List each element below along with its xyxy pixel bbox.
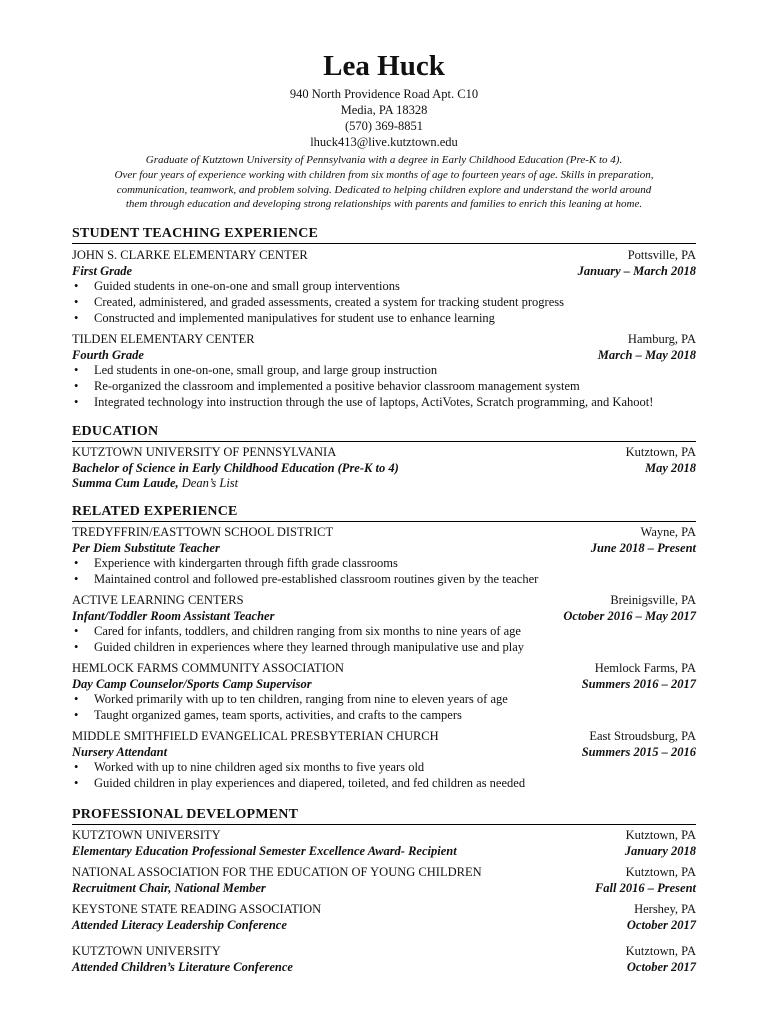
location: Hemlock Farms, PA <box>594 661 696 675</box>
dates: October 2017 <box>626 959 696 974</box>
summary-line: them through education and developing strong relationships with parents and families to enrich this leaning at home. <box>125 198 643 211</box>
summary-paragraph <box>60 153 708 212</box>
role-title: Fourth Grade <box>72 347 144 362</box>
section-title: EDUCATION <box>72 424 696 442</box>
location: Kutztown, PA <box>625 445 696 459</box>
bullet-item: • Worked with up to nine children aged six months to five years old <box>72 760 696 776</box>
bullet-item: • Guided children in experiences where they learned through manipulative use and play <box>72 640 696 656</box>
bullet-list <box>72 760 696 792</box>
dates: October 2016 – May 2017 <box>563 608 696 623</box>
location: Wayne, PA <box>640 525 696 539</box>
development-entry <box>72 828 696 859</box>
org-name: HEMLOCK FARMS COMMUNITY ASSOCIATION <box>72 661 344 675</box>
dates: Summers 2015 – 2016 <box>581 744 696 759</box>
org-name: KUTZTOWN UNIVERSITY <box>72 828 221 842</box>
bullet-item: • Guided children in play experiences and diapered, toileted, and fed children as needed <box>72 776 696 792</box>
bullet-item: • Worked primarily with up to ten children, ranging from nine to eleven years of age <box>72 692 696 708</box>
org-name: JOHN S. CLARKE ELEMENTARY CENTER <box>72 248 308 262</box>
role-title: Attended Literacy Leadership Conference <box>72 917 287 932</box>
section-title: STUDENT TEACHING EXPERIENCE <box>72 226 696 244</box>
bullet-item: • Maintained control and followed pre-established classroom routines given by the teacher <box>72 572 696 588</box>
location: Kutztown, PA <box>625 828 696 842</box>
city-line: Media, PA 18328 <box>340 103 428 117</box>
role-title: Per Diem Substitute Teacher <box>72 540 220 555</box>
location: Kutztown, PA <box>625 865 696 879</box>
org-name: KUTZTOWN UNIVERSITY OF PENNSYLVANIA <box>72 445 337 459</box>
location: Kutztown, PA <box>625 944 696 958</box>
bullet-item: • Created, administered, and graded assessments, created a system for tracking student progress <box>72 295 696 311</box>
dates: October 2017 <box>626 917 696 932</box>
honors: Summa Cum Laude, <box>72 476 179 491</box>
role-title: Elementary Education Professional Semester Excellence Award- Recipient <box>72 843 457 858</box>
dates: March – May 2018 <box>597 347 696 362</box>
address-line: 940 North Providence Road Apt. C10 <box>289 87 479 101</box>
degree-title: Bachelor of Science in Early Childhood Education (Pre-K to 4) <box>72 460 399 475</box>
role-title: Recruitment Chair, National Member <box>72 880 266 895</box>
summary-line: communication, teamwork, and problem solving. Dedicated to helping children explore and understand the world around <box>116 183 652 196</box>
location: East Stroudsburg, PA <box>589 729 696 743</box>
org-name: TILDEN ELEMENTARY CENTER <box>72 332 255 346</box>
bullet-list <box>72 692 696 724</box>
development-entry <box>72 902 696 933</box>
development-entry <box>72 944 696 975</box>
bullet-list <box>72 363 696 410</box>
education-entry <box>72 445 696 492</box>
bullet-item: • Experience with kindergarten through fifth grade classrooms <box>72 556 696 572</box>
section-title: PROFESSIONAL DEVELOPMENT <box>72 807 696 825</box>
dates: June 2018 – Present <box>590 540 696 555</box>
dates: January 2018 <box>624 843 696 858</box>
section-student-teaching <box>72 226 696 409</box>
section-title: RELATED EXPERIENCE <box>72 504 696 522</box>
role-title: Infant/Toddler Room Assistant Teacher <box>72 608 275 623</box>
section-related-experience <box>72 504 696 790</box>
experience-entry <box>72 593 696 656</box>
dates: Summers 2016 – 2017 <box>581 676 696 691</box>
experience-entry <box>72 525 696 588</box>
bullet-item: • Guided students in one-on-one and small group interventions <box>72 279 696 295</box>
section-education <box>72 424 696 491</box>
role-title: Day Camp Counselor/Sports Camp Supervisor <box>72 676 312 691</box>
dates: May 2018 <box>644 460 696 475</box>
bullet-item: • Re-organized the classroom and implemented a positive behavior classroom management system <box>72 379 696 395</box>
bullet-list <box>72 279 696 326</box>
dates: January – March 2018 <box>577 263 696 278</box>
experience-entry <box>72 661 696 724</box>
location: Pottsville, PA <box>627 248 696 262</box>
role-title: Attended Children’s Literature Conference <box>72 959 293 974</box>
bullet-list <box>72 624 696 656</box>
summary-line: Graduate of Kutztown University of Pennsylvania with a degree in Early Childhood Education (Pre-K to 4). <box>145 154 623 166</box>
experience-entry <box>72 729 696 792</box>
location: Breinigsville, PA <box>610 593 696 607</box>
experience-entry <box>72 332 696 411</box>
experience-entry <box>72 248 696 327</box>
email-line: lhuck413@live.kutztown.edu <box>310 135 458 149</box>
bullet-item: • Integrated technology into instruction through the use of laptops, ActiVotes, Scratch programming, and Kahoot! <box>72 395 696 411</box>
org-name: NATIONAL ASSOCIATION FOR THE EDUCATION OF YOUNG CHILDREN <box>72 865 482 879</box>
location: Hamburg, PA <box>627 332 696 346</box>
bullet-item: • Cared for infants, toddlers, and children ranging from six months to nine years of age <box>72 624 696 640</box>
org-name: KUTZTOWN UNIVERSITY <box>72 944 221 958</box>
dates: Fall 2016 – Present <box>594 880 696 895</box>
bullet-item: • Taught organized games, team sports, activities, and crafts to the campers <box>72 708 696 724</box>
development-entry <box>72 865 696 896</box>
honors-list: Dean’s List <box>181 476 239 491</box>
phone-line: (570) 369-8851 <box>344 119 424 133</box>
section-professional-development <box>72 807 696 974</box>
org-name: KEYSTONE STATE READING ASSOCIATION <box>72 902 322 916</box>
bullet-item: • Led students in one-on-one, small group, and large group instruction <box>72 363 696 379</box>
bullet-list <box>72 556 696 588</box>
role-title: First Grade <box>72 263 133 278</box>
org-name: MIDDLE SMITHFIELD EVANGELICAL PRESBYTERIAN CHURCH <box>72 729 439 743</box>
candidate-name: Lea Huck <box>323 50 445 82</box>
bullet-item: • Constructed and implemented manipulatives for student use to enhance learning <box>72 311 696 327</box>
summary-line: Over four years of experience working with children from six months of age to fourteen years of age. Skills in preparation, <box>114 168 654 181</box>
contact-block <box>0 86 768 150</box>
org-name: TREDYFFRIN/EASTTOWN SCHOOL DISTRICT <box>72 525 334 539</box>
location: Hershey, PA <box>634 902 696 916</box>
role-title: Nursery Attendant <box>72 744 168 759</box>
org-name: ACTIVE LEARNING CENTERS <box>72 593 244 607</box>
